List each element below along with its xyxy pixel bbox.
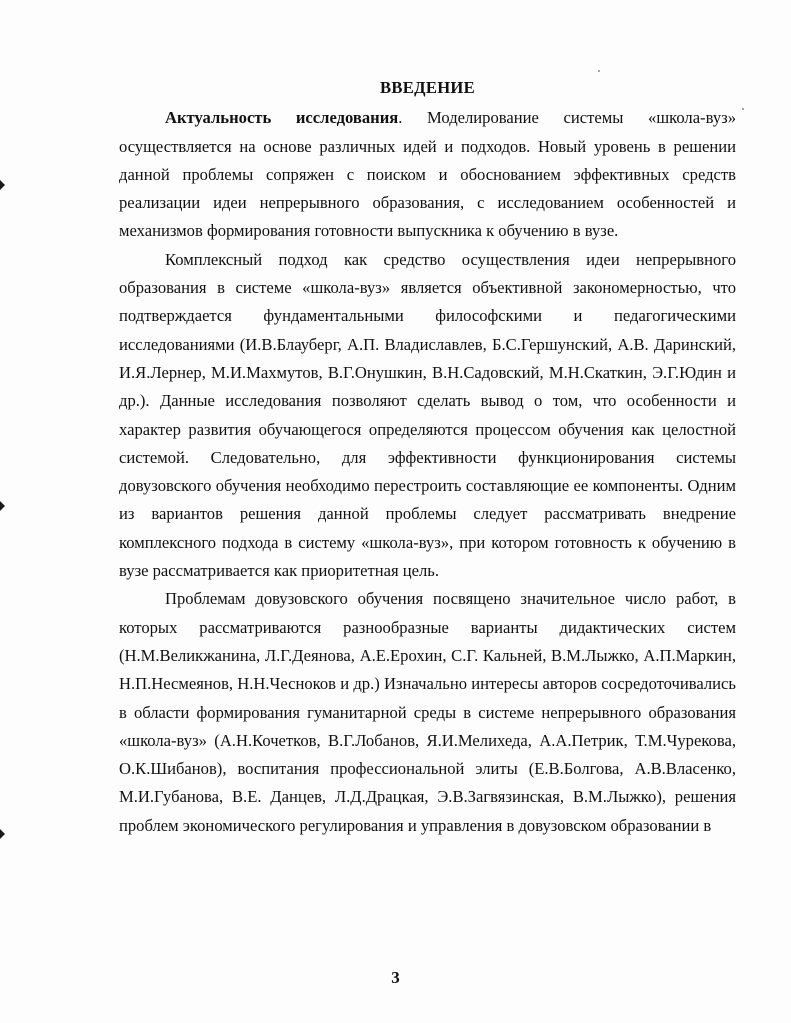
document-body (119, 74, 736, 840)
paragraph-text: Проблемам довузовского обучения посвящено значительное число работ, в которых рассматриваются разнообразные варианты дидактических систем (Н.М.Великжанина, Л.Г.Деянова, А.Е.Ерохин, С.Г. Кальней, В.М.Лыжко, А.П.Маркин, Н.П.Несмеянов, Н.Н.Чесноков и др.) Изначально интересы авторов сосредоточивались в области формирования гуманитарной среды в системе непрерывного образования «школа-вуз» (А.Н.Кочетков, В.Г.Лобанов, Я.И.Мелихеда, А.А.Петрик, Т.М.Чурекова, О.К.Шибанов), воспитания профессиональной элиты (Е.В.Болгова, А.В.Власенко, М.И.Губанова, В.Е. Данцев, Л.Д.Драцкая, Э.В.Загвязинская, В.М.Лыжко), решения проблем экономического регулирования и управления в довузовском образовании в (119, 589, 736, 835)
paragraph-lead: Актуальность исследования (165, 108, 399, 128)
scan-speck (598, 70, 600, 72)
margin-marker-icon (0, 829, 5, 839)
page-number: 3 (391, 968, 400, 987)
paragraph-complex-approach (119, 246, 736, 586)
paragraph-text: . Моделирование системы «школа-вуз» осуществляется на основе различных идей и подходов. Новый уровень в решении данной проблемы сопряжен с поиском и обоснованием эффективных средств реализации идеи непрерывного образования, с исследованием особенностей и механизмов формирования готовности выпускника к обучению в вузе. (119, 108, 737, 241)
scan-speck (742, 108, 744, 110)
section-heading: ВВЕДЕНИЕ (380, 78, 475, 97)
paragraph-relevance (119, 104, 736, 245)
paragraph-preuniversity (119, 585, 736, 840)
paragraph-text: Комплексный подход как средство осуществления идеи непрерывного образования в системе «школа-вуз» является объективной закономерностью, что подтверждается фундаментальными философскими и педагогическими исследованиями (И.В.Блауберг, А.П. Владиславлев, Б.С.Гершунский, А.В. Даринский, И.Я.Лернер, М.И.Махмутов, В.Г.Онушкин, В.Н.Садовский, М.Н.Скаткин, Э.Г.Юдин и др.). Данные исследования позволяют сделать вывод о том, что особенности и характер развития обучающегося определяются процессом обучения как целостной системой. Следовательно, для эффективности функционирования системы довузовского обучения необходимо перестроить составляющие ее компоненты. Одним из вариантов решения данной проблемы следует рассматривать внедрение комплексного подхода в систему «школа-вуз», при котором готовность к обучению в вузе рассматривается как приоритетная цель. (119, 249, 736, 581)
margin-marker-icon (0, 501, 5, 511)
margin-marker-icon (0, 180, 5, 190)
